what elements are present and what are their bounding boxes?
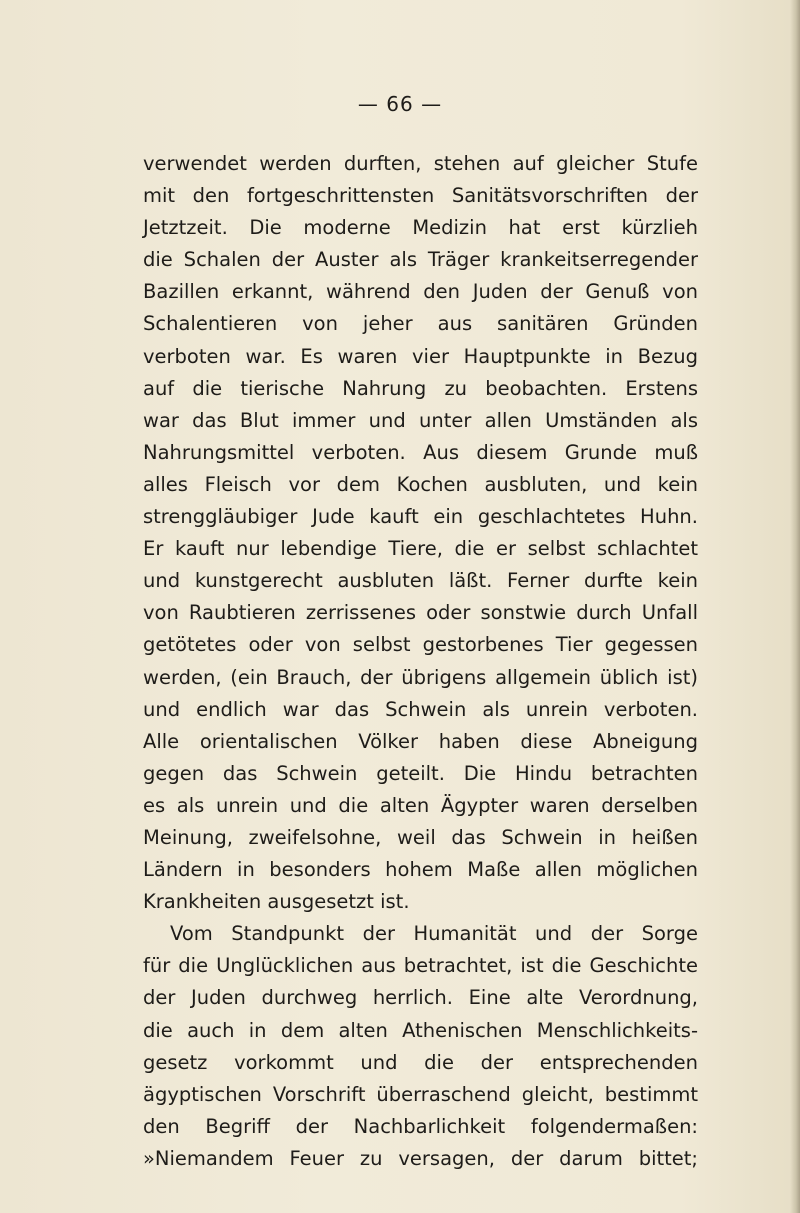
text-line: werden, (ein Brauch, der übrigens allgemein üblich ist) (143, 665, 698, 689)
page-edge-shadow (790, 0, 800, 1213)
text-line: es als unrein und die alten Ägypter waren derselben (143, 793, 698, 817)
text-line: gegen das Schwein geteilt. Die Hindu betrachten (143, 761, 698, 785)
text-line: die auch in dem alten Athenischen Menschlichkeits- (143, 1018, 698, 1042)
text-line: und endlich war das Schwein als unrein verboten. (143, 697, 698, 721)
text-line: verwendet werden durften, stehen auf gleicher Stufe (143, 152, 698, 175)
text-line: »Niemandem Feuer zu versagen, der darum bittet; (143, 1146, 698, 1170)
text-line: strenggläubiger Jude kauft ein geschlachtetes Huhn. (143, 505, 698, 529)
body-text (143, 148, 698, 1175)
text-line: der Juden durchweg herrlich. Eine alte Verordnung, (143, 986, 698, 1010)
text-line: Meinung, zweifelsohne, weil das Schwein in heißen (143, 825, 698, 849)
text-line: Jetztzeit. Die moderne Medizin hat erst kürzlieh (143, 216, 698, 240)
paragraph-end-line: Krankheiten ausgesetzt ist. (143, 890, 410, 914)
text-line: alles Fleisch vor dem Kochen ausbluten, und kein (143, 472, 698, 496)
text-line: Er kauft nur lebendige Tiere, die er selbst schlachtet (143, 537, 698, 561)
page-number: — 66 — (357, 92, 443, 116)
paragraph-start-line: Vom Standpunkt der Humanität und der Sorge (170, 922, 698, 946)
text-line: Ländern in besonders hohem Maße allen möglichen (143, 858, 698, 882)
text-line: Nahrungsmittel verboten. Aus diesem Grunde muß (143, 440, 698, 464)
text-line: und kunstgerecht ausbluten läßt. Ferner durfte kein (143, 569, 698, 593)
text-line: Bazillen erkannt, während den Juden der Genuß von (143, 280, 698, 304)
text-line: die Schalen der Auster als Träger krankeitserregender (143, 248, 698, 272)
text-line: den Begriff der Nachbarlichkeit folgendermaßen: (143, 1114, 698, 1138)
text-line: verboten war. Es waren vier Hauptpunkte in Bezug (143, 344, 698, 368)
text-line: für die Unglücklichen aus betrachtet, ist die Geschichte (143, 954, 698, 978)
text-line: ägyptischen Vorschrift überraschend gleicht, bestimmt (143, 1082, 698, 1106)
text-line: Schalentieren von jeher aus sanitären Gründen (143, 312, 698, 336)
text-line: getötetes oder von selbst gestorbenes Tier gegessen (143, 633, 698, 657)
text-line: von Raubtieren zerrissenes oder sonstwie durch Unfall (143, 601, 698, 625)
text-line: gesetz vorkommt und die der entsprechenden (143, 1050, 698, 1074)
text-line: mit den fortgeschrittensten Sanitätsvorschriften der (143, 184, 698, 208)
text-line: Alle orientalischen Völker haben diese Abneigung (143, 729, 698, 753)
text-line: auf die tierische Nahrung zu beobachten. Erstens (143, 376, 698, 400)
text-line: war das Blut immer und unter allen Umständen als (143, 408, 698, 432)
